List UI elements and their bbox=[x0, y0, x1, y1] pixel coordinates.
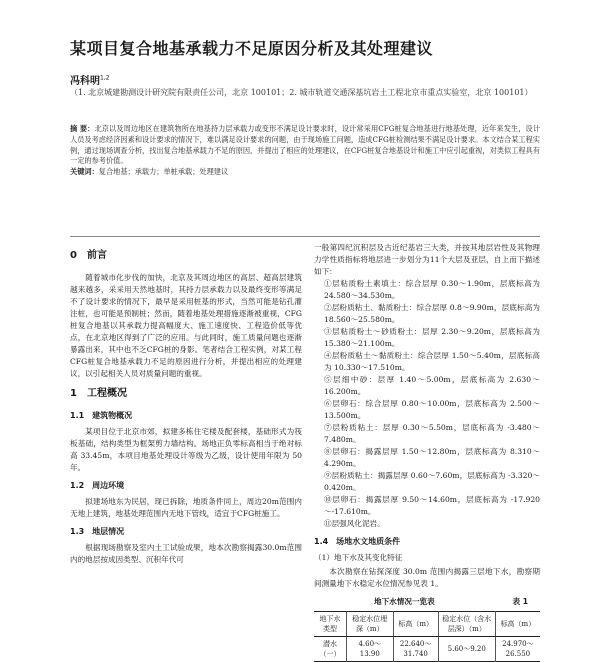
keywords-label: 关键词： bbox=[70, 167, 99, 177]
abstract-block bbox=[70, 124, 540, 178]
left-column bbox=[70, 242, 302, 566]
table-header-row bbox=[314, 612, 540, 637]
right-column bbox=[314, 242, 540, 662]
table-caption bbox=[314, 596, 540, 608]
strata-intro-paragraph: 一般第四纪沉积层及古近纪基岩三大类，并按其地层岩性及其物理力学性质指标将地层进一步划分为11个大层及亚层，自上而下描述如下： bbox=[314, 243, 540, 276]
section-1-4-1-paragraph: 本次勘察在钻探深度 30.0m 范围内揭露三层地下水，勘察期间测量地下水稳定水位情况参见表 1。 bbox=[314, 567, 540, 588]
section-1-1-paragraph: 某项目位于北京市郊，拟建多栋住宅楼及配套楼，基础形式为筏板基础，结构类型为框架剪力墙结构。场地正负零标高相当于绝对标高 33.45m，本项目地基处理设计等级为乙级，设计使用年限为 50 年。 bbox=[70, 427, 302, 472]
author-name bbox=[70, 72, 110, 87]
section-1-3-paragraph: 根据现场勘察及室内土工试验成果，地本次勘察揭露30.0m范围内的地层按成因类型、沉积年代可 bbox=[70, 543, 302, 564]
paper-title: 某项目复合地基承载力不足原因分析及其处理建议 bbox=[70, 39, 434, 58]
section-1-2-paragraph: 拟建场地东为民居，现已拆除，地质条件同上，周边20m范围内无地上建筑，地基处理范围内无地下管线，适宜于CFG桩施工。 bbox=[70, 497, 302, 518]
table-cell: 5.60～9.20 bbox=[438, 637, 495, 662]
strata-layer-6: ⑥层卵石：综合层厚 0.80～10.00m，层底标高为 2.500～13.500m。 bbox=[324, 399, 540, 420]
header-divider bbox=[70, 236, 540, 237]
table-cell: 24.970～26.550 bbox=[495, 637, 540, 662]
author-affil-marker: 1,2 bbox=[100, 74, 110, 82]
keywords-text: 复合地基；承载力；单桩承载；处理建议 bbox=[98, 167, 229, 177]
table-cell: 22.640～31.740 bbox=[393, 637, 438, 662]
section-1-heading: 1 工程概况 bbox=[70, 388, 127, 399]
strata-layer-5: ⑤层细中砂：层厚 1.40～5.00m，层底标高为 2.630～16.200m。 bbox=[324, 375, 540, 396]
strata-layer-1: ①层粘质粉土素填土：综合层厚 0.30～1.90m，层底标高为 24.580～34.530m。 bbox=[324, 279, 540, 300]
section-0-heading: 0 前言 bbox=[70, 250, 107, 261]
table-header-cell: 地下水类型 bbox=[314, 612, 346, 637]
strata-layer-11: ⑪层强风化泥岩。 bbox=[324, 519, 385, 528]
section-1-1-heading: 1.1 建筑物概况 bbox=[70, 411, 133, 420]
author-name-text: 冯科明 bbox=[70, 76, 100, 87]
groundwater-table bbox=[314, 611, 540, 662]
strata-layer-10: ⑩层卵石：揭露层厚 9.50～14.60m，层底标高为 -17.920～-17.610m。 bbox=[324, 495, 540, 516]
section-0-paragraph: 随着城市化步伐的加快，北京及其周边地区的高层、超高层建筑越来越多，采采用天然地基时，其持力层承载力以及最终变形等满足不了设计要求的情况下，最早是采用桩基的形式，当然可能是钻孔灌注桩，也可能是预制桩；然而，随着地基处理措施逐渐被重视，CFG桩复合地基以其承载力提高幅度大、施工速度快、工程造价低等优点，在北京地区得到了广泛的应用。与此同时，施工质量问题也逐渐暴露出来，其中也不乏CFG桩的身影。笔者结合工程实例，对某工程CFG桩复合地基承载力不足的原因进行分析，并提出相应的处理建议，以引起相关人员对质量问题的重视。 bbox=[70, 273, 302, 378]
strata-layer-9: ⑨层粉质粘土：揭露层厚 0.60～7.60m，层底标高为 -3.320～0.420m。 bbox=[324, 471, 540, 492]
table-header-cell: 稳定水位埋深（m） bbox=[346, 612, 393, 637]
strata-layer-2: ②层粉质粘土、黏质粉土：综合层厚 0.8～9.90m，层底标高为 18.560～25.580m。 bbox=[324, 303, 540, 324]
strata-layer-8: ⑧层卵石：揭露层厚 1.50～12.80m，层底标高为 8.310～4.290m。 bbox=[324, 447, 540, 468]
section-1-3-heading: 1.3 地层情况 bbox=[70, 527, 125, 536]
abstract-text: 北京以及周边地区在建筑物所在地基持力层承载力或变形不满足设计要求时，设计常采用CFG桩复合地基进行地基处理，近年来发生，设计人员及考虑经济因素和设计要求的情况下，难以满足设计要求的问题，由于现场施工问题，造成CFG桩检测结果不满足设计要求。本文结合某工程实例，通过现场调查分析，找出复合地基承载力不足的原因，并提出了相应的处理建议，在CFG桩复合地基设计和施工中应引起重视，对类似工程具有一定的参考价值。 bbox=[70, 124, 541, 166]
affiliation: （1. 北京城建勘测设计研究院有限责任公司，北京 100101；2. 城市轨道交通深基坑岩土工程北京市重点实验室，北京 100101） bbox=[70, 88, 533, 97]
section-1-4-heading: 1.4 场地水文地质条件 bbox=[314, 537, 401, 546]
section-1-2-heading: 1.2 周边环境 bbox=[70, 481, 125, 490]
abstract-label: 摘 要： bbox=[70, 124, 95, 133]
table-header-cell: 标高（m） bbox=[495, 612, 540, 637]
section-1-4-1-heading: （1）地下水及其变化特征 bbox=[314, 553, 403, 562]
strata-layer-4: ④层粉质粘土～黏质粉土：综合层厚 1.50～5.40m，层底标高为 10.330～17.510m。 bbox=[324, 351, 540, 372]
table-row bbox=[314, 637, 540, 662]
table-header-cell: 标高（m） bbox=[393, 612, 438, 637]
table-header-cell: 稳定水位（含水层深）（m） bbox=[438, 612, 495, 637]
strata-layer-7: ⑦层粉质粘土：层厚 0.30～5.50m，层底标高为 -3.480～7.480m。 bbox=[324, 423, 540, 444]
strata-layer-3: ③层粘质粉土～砂质粉土：层厚 2.30～9.20m，层底标高为 15.380～21.100m。 bbox=[324, 327, 540, 348]
table-title: 地下水情况一览表 bbox=[374, 597, 435, 606]
table-cell: 潜水（一） bbox=[319, 640, 341, 658]
table-label: 表 1 bbox=[512, 597, 528, 606]
table-cell: 4.60～13.90 bbox=[346, 637, 393, 662]
